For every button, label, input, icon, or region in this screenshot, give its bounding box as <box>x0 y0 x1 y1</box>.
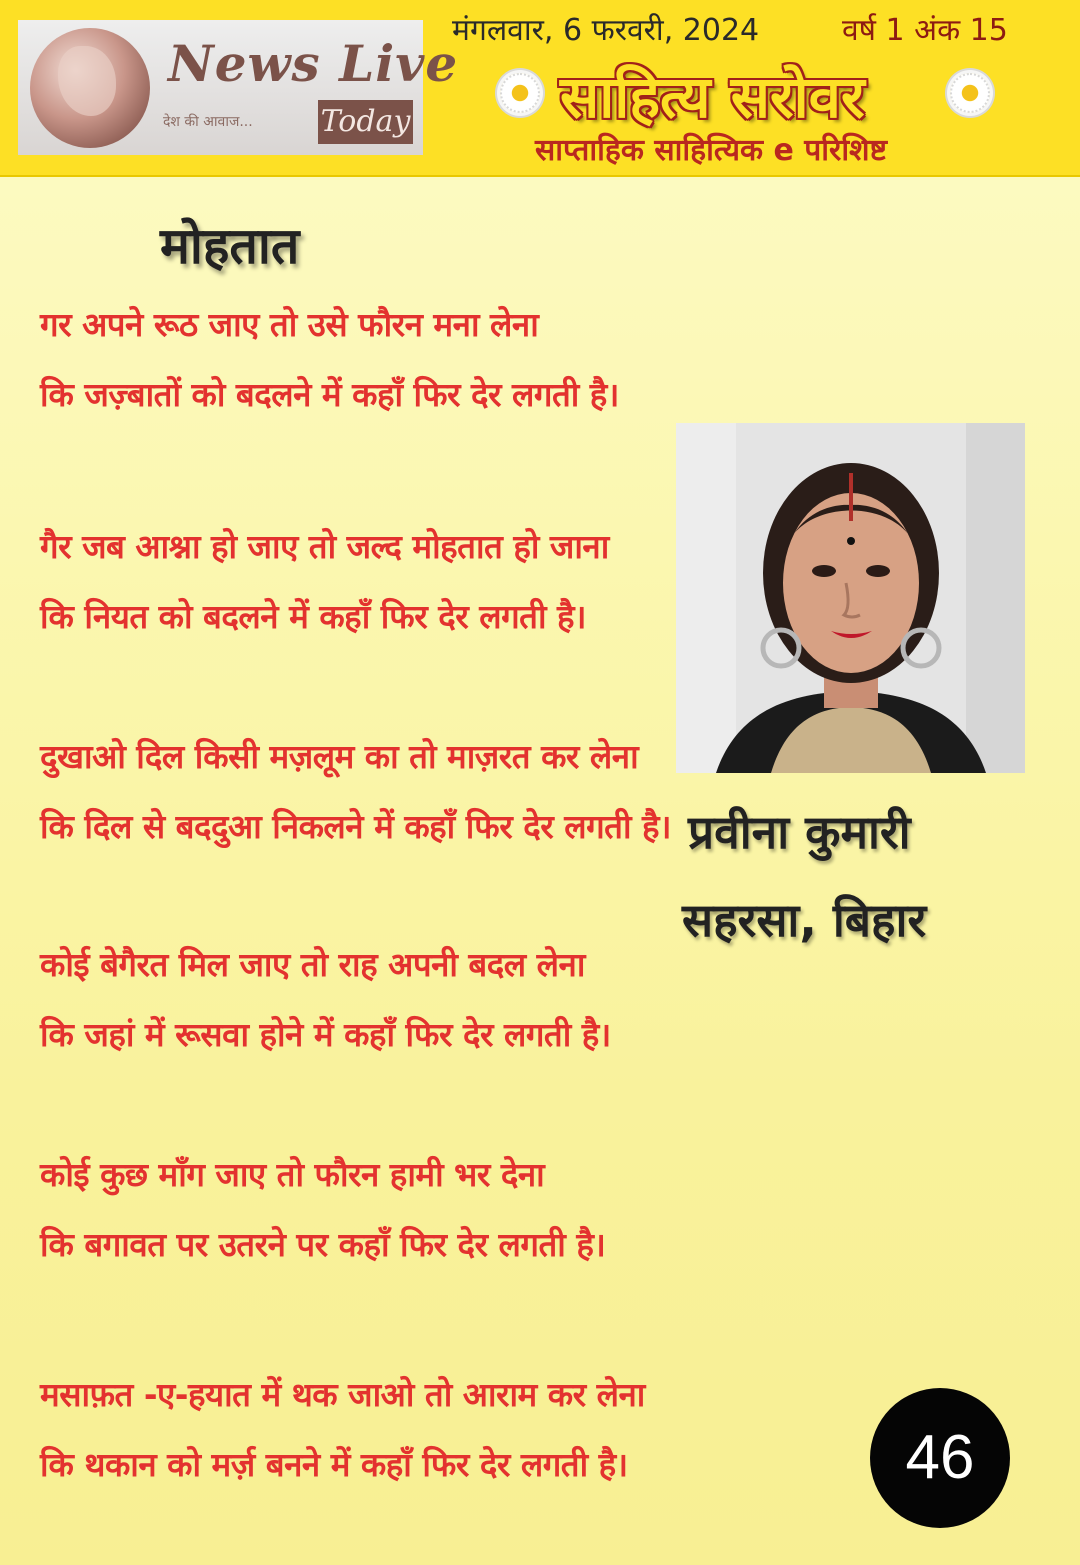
poem-line: कि जज़्बातों को बदलने में कहाँ फिर देर लगती है। <box>40 375 619 414</box>
stanza <box>40 930 680 1070</box>
stanza <box>40 722 680 862</box>
poem-line: दुखाओ दिल किसी मज़लूम का तो माज़रत कर लेना <box>40 737 639 776</box>
stanza <box>40 512 680 652</box>
author-photo <box>676 423 1025 773</box>
flower-icon <box>950 73 990 113</box>
logo-today: Today <box>318 100 413 144</box>
masthead-title: साहित्य सरोवर <box>560 63 865 131</box>
poem-line: कि दिल से बददुआ निकलने में कहाँ फिर देर लगती है। <box>40 807 672 846</box>
logo-title: News Live <box>168 34 459 93</box>
poem-line: कि जहां में रूसवा होने में कहाँ फिर देर लगती है। <box>40 1015 611 1054</box>
poem-line: गैर जब आश्ना हो जाए तो जल्द मोहतात हो जाना <box>40 527 609 566</box>
poem-line: गर अपने रूठ जाए तो उसे फौरन मना लेना <box>40 305 539 344</box>
globe-icon <box>30 28 150 148</box>
stanza <box>40 290 680 430</box>
author-place: सहरसा, बिहार <box>682 893 927 947</box>
poem-line: कोई कुछ माँग जाए तो फौरन हामी भर देना <box>40 1155 545 1194</box>
news-live-logo[interactable] <box>18 20 459 155</box>
poem-line: कि नियत को बदलने में कहाँ फिर देर लगती है। <box>40 597 587 636</box>
poem-line: मसाफ़त -ए-हयात में थक जाओ तो आराम कर लेना <box>40 1375 645 1414</box>
poem-title: मोहतात <box>160 216 300 275</box>
poem-line: कि बगावत पर उतरने पर कहाँ फिर देर लगती है। <box>40 1225 606 1264</box>
poem-line: कि थकान को मर्ज़ बनने में कहाँ फिर देर लगती है। <box>40 1445 628 1484</box>
stanza <box>40 1140 680 1280</box>
issue-number: वर्ष 1 अंक 15 <box>842 13 1008 48</box>
stanza <box>40 1360 680 1500</box>
flower-icon <box>500 73 540 113</box>
author-name: प्रवीना कुमारी <box>688 805 911 859</box>
header-banner <box>0 0 1080 177</box>
masthead-subtitle: साप्ताहिक साहित्यिक e परिशिष्ट <box>535 133 888 168</box>
logo-tagline: देश की आवाज... <box>163 114 253 130</box>
page-number-badge: 46 <box>870 1388 1010 1528</box>
dateline: मंगलवार, 6 फरवरी, 2024 <box>452 13 760 48</box>
poem-line: कोई बेगैरत मिल जाए तो राह अपनी बदल लेना <box>40 945 585 984</box>
